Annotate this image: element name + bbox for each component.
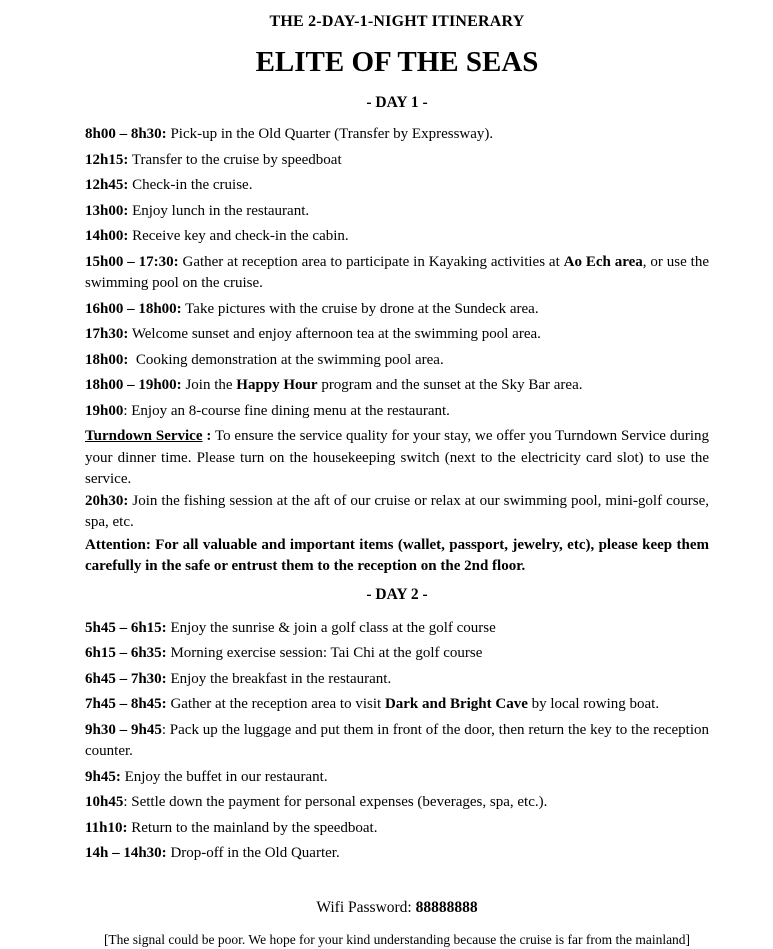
day1-section	[85, 93, 709, 578]
text-run: Join the	[181, 377, 237, 393]
itinerary-entry	[85, 618, 709, 640]
text-run: Enjoy lunch in the restaurant.	[128, 202, 310, 219]
text-run: 14h00:	[85, 228, 129, 244]
itinerary-entry	[85, 767, 709, 789]
text-run: Join the fishing session at the aft of our cruise or relax at our swimming pool, mini-golf course, spa, etc.	[85, 492, 709, 530]
text-run: Gather at reception area to participate in Kayaking activities at	[178, 253, 564, 270]
itinerary-entry	[85, 150, 709, 172]
text-run: To ensure the service quality for your stay, we offer you Turndown Service during your dinner time. Please turn on the housekeeping switch (next to the electricity card slot) to use the service.	[85, 428, 709, 487]
text-run: : Pack up the luggage and put them in front of the door, then return the key to the reception counter.	[85, 721, 709, 759]
text-run: 19h00	[85, 402, 124, 419]
text-run: 18h00 – 19h00:	[85, 377, 182, 393]
text-run: Return to the mainland by the speedboat.	[127, 819, 378, 836]
text-run: Receive key and check-in the cabin.	[128, 228, 349, 244]
itinerary-entry	[85, 324, 709, 346]
text-run: program and the sunset at the Sky Bar area.	[317, 377, 583, 393]
itinerary-entry	[85, 299, 709, 321]
text-run: Cooking demonstration at the swimming pool area.	[128, 351, 444, 368]
text-run: Drop-off in the Old Quarter.	[166, 845, 340, 861]
text-run: 9h30 – 9h45	[85, 721, 162, 738]
signal-footnote: [The signal could be poor. We hope for your kind understanding because the cruise is far from the mainland]	[103, 931, 691, 947]
day2-entries	[85, 618, 709, 865]
text-run: Welcome sunset and enjoy afternoon tea at the swimming pool area.	[128, 326, 541, 342]
page-title: ELITE OF THE SEAS	[255, 46, 539, 78]
text-run: 12h45:	[85, 177, 129, 193]
text-run: 14h – 14h30:	[85, 845, 167, 861]
text-run: : Enjoy an 8-course fine dining menu at the restaurant.	[123, 402, 450, 419]
text-run: 5h45 – 6h15:	[85, 619, 167, 636]
itinerary-entry	[85, 792, 709, 814]
day1-entries	[85, 124, 709, 578]
text-run: 18h00:	[85, 351, 129, 368]
itinerary-entry	[85, 843, 709, 865]
text-run: by local rowing boat.	[527, 696, 660, 712]
itinerary-entry	[85, 350, 709, 372]
text-run: Pick-up in the Old Quarter (Transfer by Expressway).	[166, 126, 494, 142]
itinerary-entry	[85, 252, 709, 295]
itinerary-entry	[85, 375, 709, 397]
itinerary-entry	[85, 491, 709, 534]
text-run: 13h00:	[85, 202, 129, 219]
text-run: 11h10:	[85, 819, 128, 836]
itinerary-entry	[85, 720, 709, 763]
text-run: Enjoy the breakfast in the restaurant.	[166, 670, 392, 687]
text-run: 6h45 – 7h30:	[85, 670, 167, 687]
text-run: Transfer to the cruise by speedboat	[128, 151, 342, 168]
text-run: 9h45:	[85, 768, 121, 785]
day2-heading: - DAY 2 -	[366, 585, 428, 603]
text-run: , or use the swimming pool on the cruise.	[85, 253, 710, 291]
day2-section	[85, 585, 709, 865]
itinerary-entry	[85, 694, 709, 716]
text-run: 20h30:	[85, 492, 129, 509]
text-run: Enjoy the buffet in our restaurant.	[120, 768, 328, 785]
itinerary-kicker: THE 2-DAY-1-NIGHT ITINERARY	[269, 13, 525, 30]
itinerary-entry	[85, 426, 709, 491]
text-run: 7h45 – 8h45:	[85, 696, 167, 712]
wifi-password-label: Wifi Password:	[316, 898, 416, 916]
text-run: : Settle down the payment for personal expenses (beverages, spa, etc.).	[123, 794, 548, 810]
text-run: 16h00 – 18h00:	[85, 300, 182, 317]
wifi-password-line	[85, 898, 709, 918]
text-run: Check-in the cruise.	[128, 177, 253, 193]
itinerary-entry	[85, 643, 709, 665]
text-run: Morning exercise session: Tai Chi at the golf course	[166, 645, 483, 661]
day1-heading: - DAY 1 -	[366, 94, 428, 111]
itinerary-entry	[85, 401, 709, 423]
text-run: :	[202, 428, 212, 444]
text-run: Take pictures with the cruise by drone at the Sundeck area.	[181, 300, 539, 317]
text-run: 6h15 – 6h35:	[85, 645, 167, 661]
itinerary-entry	[85, 535, 709, 578]
text-run: Attention: For all valuable and important items (wallet, passport, jewelry, etc), please keep them carefully in the safe or entrust them to the reception on the 2nd floor.	[85, 536, 709, 574]
wifi-password-value: 88888888	[415, 898, 478, 916]
text-run: Gather at the reception area to visit	[166, 696, 385, 712]
text-run: Dark and Bright Cave	[384, 696, 528, 712]
itinerary-entry	[85, 201, 709, 223]
text-run: Happy Hour	[236, 377, 318, 393]
text-run: Enjoy the sunrise & join a golf class at the golf course	[166, 619, 496, 636]
itinerary-entry	[85, 226, 709, 248]
itinerary-entry	[85, 175, 709, 197]
text-run: Turndown Service	[85, 428, 203, 444]
text-run: 10h45	[85, 794, 124, 810]
text-run: 8h00 – 8h30:	[85, 126, 167, 142]
itinerary-entry	[85, 818, 709, 840]
text-run: 12h15:	[85, 151, 129, 168]
text-run: 17h30:	[85, 326, 129, 342]
itinerary-entry	[85, 124, 709, 146]
text-run: Ao Ech area	[563, 253, 643, 270]
itinerary-entry	[85, 669, 709, 691]
text-run: 15h00 – 17:30:	[85, 253, 179, 270]
